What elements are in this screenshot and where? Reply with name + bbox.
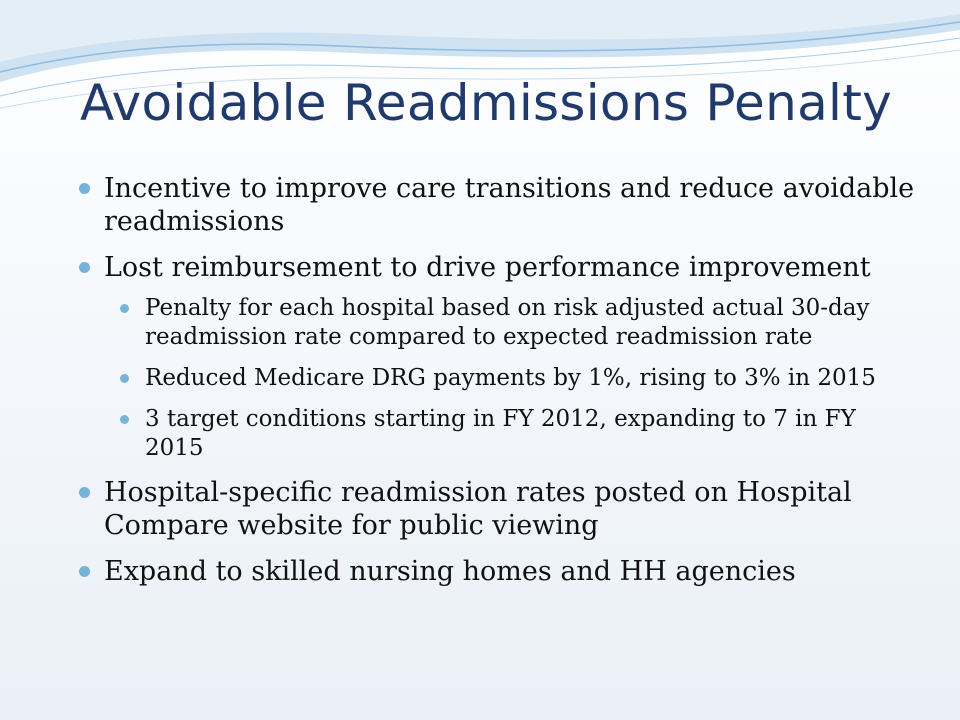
bullet-list	[0, 172, 960, 601]
bullet-item	[0, 251, 960, 463]
sub-bullet-item	[0, 294, 920, 352]
sub-bullet-dot-icon	[120, 415, 129, 424]
bullet-text: Incentive to improve care transitions and reduce avoidable readmissions	[104, 173, 915, 237]
slide-title: Avoidable Readmissions Penalty	[80, 74, 893, 132]
bullet-item	[0, 555, 960, 588]
sub-bullet-dot-icon	[120, 304, 129, 313]
sub-bullet-text: Reduced Medicare DRG payments by 1%, rising to 3% in 2015	[145, 365, 876, 391]
bullet-dot-icon	[79, 487, 90, 498]
bullet-item	[0, 476, 960, 542]
bullet-item	[0, 172, 960, 238]
sub-bullet-item	[0, 405, 920, 463]
bullet-dot-icon	[79, 566, 90, 577]
bullet-text: Lost reimbursement to drive performance improvement	[104, 252, 871, 283]
sub-bullet-item	[0, 364, 920, 393]
bullet-text: Expand to skilled nursing homes and HH agencies	[104, 556, 796, 587]
sub-bullet-text: Penalty for each hospital based on risk adjusted actual 30-day readmission rate compared to expected readmission rate	[145, 295, 870, 350]
sub-bullet-list	[0, 294, 920, 463]
bullet-text: Hospital-specific readmission rates posted on Hospital Compare website for public viewing	[104, 477, 852, 541]
bullet-dot-icon	[79, 262, 90, 273]
sub-bullet-dot-icon	[120, 374, 129, 383]
sub-bullet-text: 3 target conditions starting in FY 2012, expanding to 7 in FY 2015	[145, 406, 856, 461]
bullet-dot-icon	[79, 183, 90, 194]
